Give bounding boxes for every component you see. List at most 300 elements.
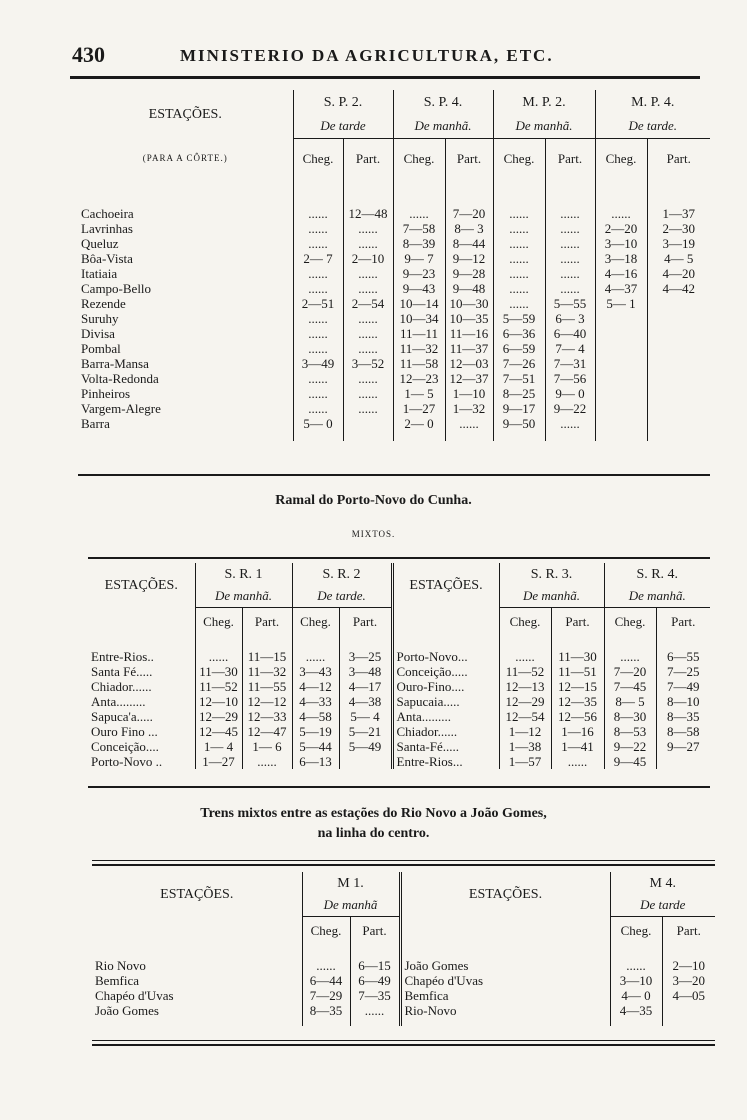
arrival-time: 9—43 [393,281,445,296]
arrival-time: 3—18 [595,251,647,266]
col-departure: Part. [662,916,715,944]
arrival-time: 10—34 [393,311,445,326]
departure-time: 3—19 [647,236,710,251]
arrival-time: 1— 5 [393,386,445,401]
station-name: Volta-Redonda [81,371,159,386]
train-period: De tarde [293,114,393,138]
departure-time: 11—55 [242,679,292,694]
arrival-time: ...... [293,401,343,416]
col-arrival: Cheg. [493,138,545,178]
departure-time [647,296,710,311]
departure-time: 6—15 [350,958,400,973]
arrival-time: ...... [493,296,545,311]
station-name: Sapucaia..... [392,694,499,709]
arrival-time: ...... [493,206,545,221]
arrival-time: ...... [293,371,343,386]
departure-time: 5—49 [339,739,392,754]
station-name: Barra-Mansa [81,356,149,371]
table-row [78,386,710,401]
departure-time [647,356,710,371]
departure-time: ...... [551,754,604,769]
departure-time: 11—51 [551,664,604,679]
col-arrival: Cheg. [595,138,647,178]
arrival-time: 4—12 [292,679,339,694]
arrival-time: 1—27 [393,401,445,416]
station-name: Itatiaia [81,266,118,281]
arrival-time: ...... [293,266,343,281]
departure-time [647,386,710,401]
station-name: Bemfica [400,988,610,1003]
arrival-time: 5— 0 [293,416,343,431]
arrival-time: ...... [595,206,647,221]
arrival-time [595,311,647,326]
arrival-time: ...... [293,311,343,326]
table-row [78,251,710,266]
station-name: Entre-Rios... [392,754,499,769]
station-name: Queluz [81,236,119,251]
train-period: De manhã. [493,114,595,138]
departure-time: 11—37 [445,341,493,356]
arrival-time: 7—58 [393,221,445,236]
arrival-time: ...... [293,206,343,221]
table-row [78,206,710,221]
departure-time: 11—16 [445,326,493,341]
mixed-title-line2: na linha do centro. [317,826,430,841]
station-name: Ouro-Fino.... [392,679,499,694]
departure-time: 11—30 [551,649,604,664]
arrival-time: 11—52 [195,679,242,694]
train-code: S. P. 2. [293,90,393,114]
arrival-time [595,401,647,416]
col-departure: Part. [551,607,604,635]
station-name: Conceição..... [392,664,499,679]
arrival-time: 5— 1 [595,296,647,311]
train-period: De manhã. [393,114,493,138]
departure-time: ...... [545,416,595,431]
station-name: Chapéo d'Uvas [400,973,610,988]
departure-time: 7— 4 [545,341,595,356]
table-row [92,1003,715,1018]
arrival-time [595,416,647,431]
arrival-time: 3—43 [292,664,339,679]
col-departure: Part. [647,138,710,178]
train-code: S. R. 2 [292,563,392,585]
departure-time: 3—52 [343,356,393,371]
mixed-top-rule [92,864,715,866]
col-arrival: Cheg. [604,607,656,635]
station-name: Vargem-Alegre [81,401,161,416]
station-name: Anta......... [91,694,146,709]
arrival-time: ...... [393,206,445,221]
train-period: De manhã. [195,585,292,607]
train-code: M 4. [610,872,715,894]
departure-time: ...... [343,311,393,326]
station-name: Rio Novo [95,958,146,973]
table-row [78,311,710,326]
departure-time: 6—40 [545,326,595,341]
branch-bottom-rule [88,786,710,788]
table-row [78,221,710,236]
station-name: Campo-Bello [81,281,152,296]
arrival-time: 3—10 [595,236,647,251]
departure-time: ...... [343,221,393,236]
arrival-time: 6—59 [493,341,545,356]
departure-time: ...... [545,206,595,221]
arrival-time: ...... [493,221,545,236]
train-period: De tarde. [292,585,392,607]
departure-time: 10—35 [445,311,493,326]
departure-time: 12—15 [551,679,604,694]
timetable-mixed [92,872,715,1026]
departure-time: 2—54 [343,296,393,311]
arrival-time: 8— 5 [604,694,656,709]
departure-time: 3—25 [339,649,392,664]
train-code: M. P. 2. [493,90,595,114]
arrival-time: ...... [493,251,545,266]
departure-time: 12—56 [551,709,604,724]
table-row [78,266,710,281]
departure-time: 3—20 [662,973,715,988]
departure-time [647,311,710,326]
train-period: De manhã [302,894,400,916]
arrival-time: 1—27 [195,754,242,769]
departure-time: 9—48 [445,281,493,296]
departure-time [656,754,710,769]
mixed-title-line1: Trens mixtos entre as estações do Rio Novo a João Gomes, [200,806,547,821]
col-arrival: Cheg. [302,916,350,944]
departure-time: ...... [545,221,595,236]
arrival-time: 4— 0 [610,988,662,1003]
arrival-time [595,356,647,371]
train-code: S. R. 1 [195,563,292,585]
table-row [88,649,710,664]
arrival-time: 4—33 [292,694,339,709]
arrival-time: 5—44 [292,739,339,754]
station-name: Bôa-Vista [81,251,133,266]
arrival-time: 2— 7 [293,251,343,266]
arrival-time: 11—32 [393,341,445,356]
departure-time [647,401,710,416]
station-name: Anta......... [392,709,499,724]
arrival-time: ...... [293,281,343,296]
station-name: Porto-Novo... [392,649,499,664]
page-title: MINISTERIO DA AGRICULTURA, ETC. [180,46,554,65]
departure-time: 4— 5 [647,251,710,266]
timetable-branch [88,563,710,769]
arrival-time: 9—50 [493,416,545,431]
departure-time [647,416,710,431]
table-row [78,356,710,371]
arrival-time: 10—14 [393,296,445,311]
table-row [78,236,710,251]
station-name: Pombal [81,341,121,356]
departure-time: 12—47 [242,724,292,739]
arrival-time: ...... [302,958,350,973]
table1-bottom-rule [78,474,710,476]
station-header: ESTAÇÕES. [104,577,178,593]
station-header: ESTAÇÕES. [392,563,499,607]
departure-time: 9— 0 [545,386,595,401]
table-row [78,281,710,296]
departure-time: 12—33 [242,709,292,724]
departure-time: 7—35 [350,988,400,1003]
arrival-time: 12—29 [499,694,551,709]
departure-time: ...... [343,326,393,341]
table-row [88,679,710,694]
station-name: Rezende [81,296,126,311]
departure-time: ...... [545,281,595,296]
col-departure: Part. [545,138,595,178]
departure-time: ...... [343,371,393,386]
station-name: Ouro Fino ... [91,724,158,739]
col-arrival: Cheg. [610,916,662,944]
arrival-time: 12—45 [195,724,242,739]
departure-time: 5— 4 [339,709,392,724]
arrival-time: 4—58 [292,709,339,724]
departure-time: 1—16 [551,724,604,739]
arrival-time: 1—38 [499,739,551,754]
arrival-time: 12—10 [195,694,242,709]
station-name: João Gomes [95,1003,159,1018]
arrival-time: 7—26 [493,356,545,371]
station-name: Chiador...... [91,679,152,694]
arrival-time: 6—44 [302,973,350,988]
station-name: Sapuca'a..... [91,709,153,724]
arrival-time: 6—36 [493,326,545,341]
col-arrival: Cheg. [195,607,242,635]
station-name: Chiador...... [392,724,499,739]
station-name: Divisa [81,326,115,341]
station-name: Chapéo d'Uvas [95,988,174,1003]
station-name: Entre-Rios.. [91,649,154,664]
departure-time: ...... [545,266,595,281]
departure-time: 8—58 [656,724,710,739]
train-period: De tarde [610,894,715,916]
departure-time: 12—48 [343,206,393,221]
col-arrival: Cheg. [293,138,343,178]
arrival-time [595,386,647,401]
departure-time: ...... [445,416,493,431]
table-row [88,664,710,679]
arrival-time: 7—20 [604,664,656,679]
departure-time: 6—49 [350,973,400,988]
departure-time [339,754,392,769]
station-header: ESTAÇÕES. [400,872,610,916]
train-code: S. R. 4. [604,563,710,585]
departure-time: ...... [343,236,393,251]
arrival-time: 2—51 [293,296,343,311]
arrival-time: 4—37 [595,281,647,296]
arrival-time: 12—13 [499,679,551,694]
arrival-time [595,326,647,341]
arrival-time: ...... [493,236,545,251]
col-departure: Part. [350,916,400,944]
station-name: Bemfica [95,973,140,988]
departure-time: ...... [343,341,393,356]
departure-time: ...... [343,266,393,281]
departure-time: 5—55 [545,296,595,311]
arrival-time: 12—23 [393,371,445,386]
arrival-time: 11—11 [393,326,445,341]
departure-time: 10—30 [445,296,493,311]
arrival-time: 5—19 [292,724,339,739]
arrival-time: ...... [293,221,343,236]
departure-time: 8— 3 [445,221,493,236]
arrival-time: 3—10 [610,973,662,988]
departure-time: 9—12 [445,251,493,266]
col-departure: Part. [339,607,392,635]
train-code: M. P. 4. [595,90,710,114]
departure-time: 8—35 [656,709,710,724]
arrival-time: 9—45 [604,754,656,769]
arrival-time: ...... [293,341,343,356]
departure-time: ...... [545,236,595,251]
arrival-time: 1—12 [499,724,551,739]
departure-time: 1—10 [445,386,493,401]
table-row [92,958,715,973]
departure-time: 7—31 [545,356,595,371]
departure-time: 12—03 [445,356,493,371]
arrival-time: 7—51 [493,371,545,386]
arrival-time: 4—35 [610,1003,662,1018]
departure-time: ...... [343,401,393,416]
arrival-time: ...... [610,958,662,973]
station-name: Barra [81,416,110,431]
arrival-time: 9—17 [493,401,545,416]
page-number: 430 [72,42,105,67]
departure-time: 8—10 [656,694,710,709]
departure-time: 4—20 [647,266,710,281]
arrival-time: 3—49 [293,356,343,371]
departure-time: 4—17 [339,679,392,694]
mixed-bottom-rule [92,1040,715,1041]
arrival-time: 8—25 [493,386,545,401]
station-name: Porto-Novo .. [91,754,163,769]
departure-time: 4—38 [339,694,392,709]
arrival-time: 2— 0 [393,416,445,431]
mixed-top-rule [92,860,715,861]
arrival-time: 8—53 [604,724,656,739]
train-code: S. R. 3. [499,563,604,585]
table-row [88,694,710,709]
arrival-time: 11—58 [393,356,445,371]
table-row [92,988,715,1003]
arrival-time: ...... [293,236,343,251]
departure-time: 7—20 [445,206,493,221]
arrival-time: 1— 4 [195,739,242,754]
arrival-time: 5—59 [493,311,545,326]
departure-time: 1—41 [551,739,604,754]
col-departure: Part. [343,138,393,178]
table-row [88,709,710,724]
arrival-time: ...... [499,649,551,664]
arrival-time: ...... [493,281,545,296]
departure-time: 5—21 [339,724,392,739]
departure-time: 1—37 [647,206,710,221]
departure-time: 4—05 [662,988,715,1003]
table-row [78,371,710,386]
table-row [88,724,710,739]
arrival-time: 8—30 [604,709,656,724]
departure-time: 3—48 [339,664,392,679]
table-row [88,739,710,754]
departure-time: 11—15 [242,649,292,664]
departure-time: 11—32 [242,664,292,679]
departure-time [647,326,710,341]
station-header: ESTAÇÕES. [148,106,222,122]
departure-time [343,416,393,431]
departure-time: 7—49 [656,679,710,694]
arrival-time: ...... [293,386,343,401]
departure-time: ...... [350,1003,400,1018]
timetable-main-line [78,90,710,441]
departure-time: 9—22 [545,401,595,416]
header-rule [70,76,700,79]
departure-time [662,1003,715,1018]
branch-title: Ramal do Porto-Novo do Cunha. [275,493,472,508]
departure-time: 1—32 [445,401,493,416]
train-code: S. P. 4. [393,90,493,114]
table-row [92,973,715,988]
arrival-time: 12—54 [499,709,551,724]
departure-time: 9—28 [445,266,493,281]
station-name: Lavrinhas [81,221,133,236]
mixed-bottom-rule [92,1044,715,1046]
table-row [78,296,710,311]
departure-time: 4—42 [647,281,710,296]
departure-time: 7—25 [656,664,710,679]
table-row [88,754,710,769]
arrival-time [595,371,647,386]
departure-time: 2—10 [662,958,715,973]
direction-note: (PARA A CÔRTE.) [142,152,228,163]
arrival-time: 9—22 [604,739,656,754]
station-name: Suruhy [81,311,119,326]
arrival-time: ...... [195,649,242,664]
station-name: Santa Fé..... [91,664,153,679]
arrival-time: ...... [493,266,545,281]
train-period: De manhã. [604,585,710,607]
col-arrival: Cheg. [292,607,339,635]
departure-time [647,371,710,386]
departure-time: 12—12 [242,694,292,709]
departure-time: 12—37 [445,371,493,386]
departure-time: 1— 6 [242,739,292,754]
departure-time: 2—30 [647,221,710,236]
arrival-time: 12—29 [195,709,242,724]
departure-time: 12—35 [551,694,604,709]
arrival-time: 4—16 [595,266,647,281]
departure-time: 6—55 [656,649,710,664]
station-name: Santa-Fé..... [392,739,499,754]
arrival-time: 6—13 [292,754,339,769]
departure-time: 8—44 [445,236,493,251]
departure-time: 9—27 [656,739,710,754]
arrival-time: 7—45 [604,679,656,694]
station-name: Rio-Novo [400,1003,610,1018]
arrival-time [595,341,647,356]
departure-time: 7—56 [545,371,595,386]
train-period: De tarde. [595,114,710,138]
departure-time: ...... [343,281,393,296]
table-row [78,326,710,341]
arrival-time: 1—57 [499,754,551,769]
arrival-time: 7—29 [302,988,350,1003]
departure-time [647,341,710,356]
arrival-time: 11—52 [499,664,551,679]
station-name: Pinheiros [81,386,131,401]
station-name: Conceição.... [91,739,159,754]
